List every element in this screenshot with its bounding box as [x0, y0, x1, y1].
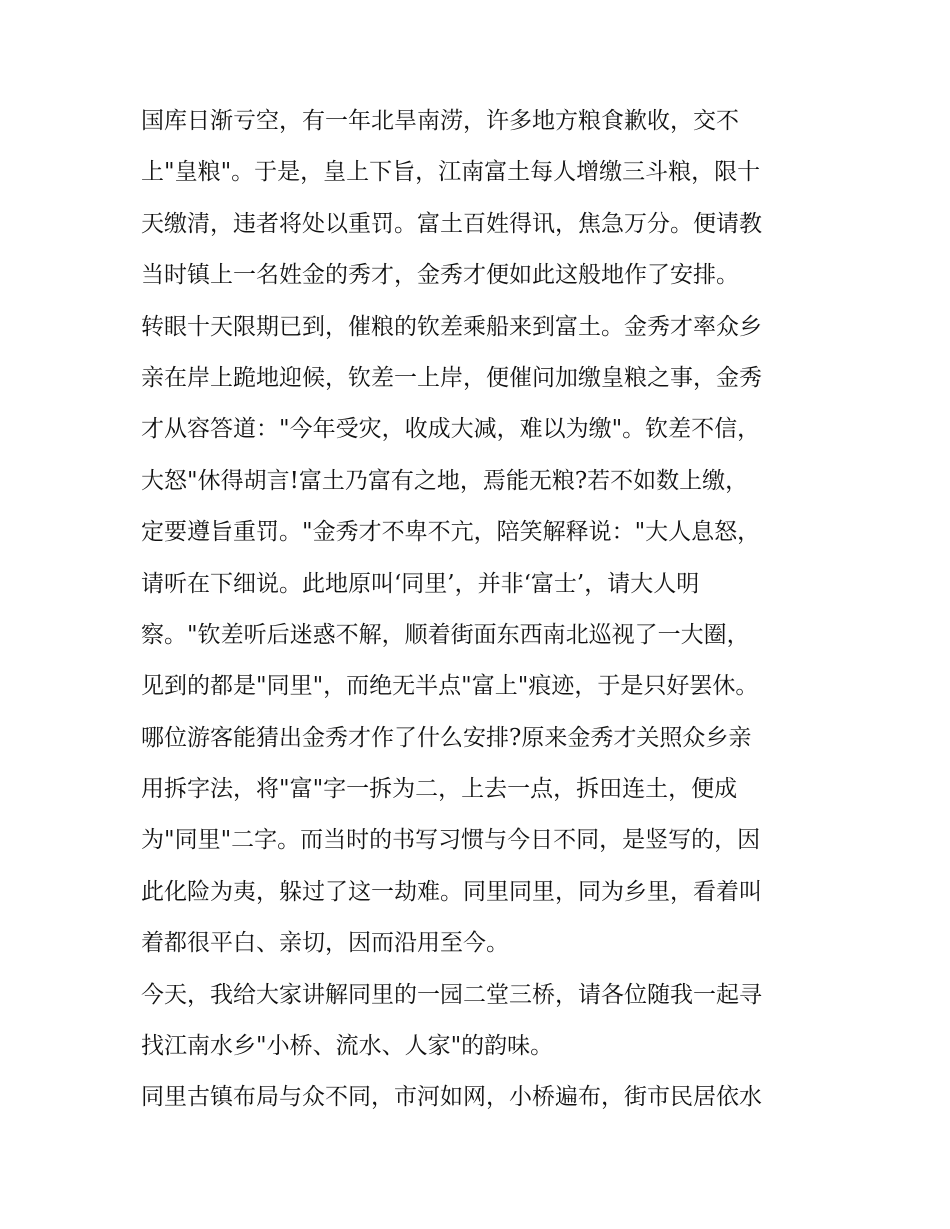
- text-line: 大怒"休得胡言!富土乃富有之地，焉能无粮?若不如数上缴，: [141, 467, 749, 494]
- text-line: 请听在下细说。此地原叫‘同里’，并非‘富士’，请大人明: [141, 570, 700, 597]
- text-line: 哪位游客能猜出金秀才作了什么安排?原来金秀才关照众乡亲: [141, 724, 752, 751]
- text-line: 着都很平白、亲切，因而沿用至今。: [141, 930, 509, 957]
- text-line: 为"同里"二字。而当时的书写习惯与今日不同，是竖写的，因: [141, 827, 761, 854]
- text-line: 同里古镇布局与众不同，市河如网，小桥遍布，街市民居依水: [141, 1084, 762, 1111]
- text-line: 才从容答道："今年受灾，收成大减，难以为缴"。钦差不信，: [141, 416, 761, 443]
- text-line: 上"皇粮"。于是，皇上下旨，江南富土每人增缴三斗粮，限十: [141, 159, 761, 186]
- text-line: 察。"钦差听后迷惑不解，顺着街面东西南北巡视了一大圈，: [141, 621, 750, 648]
- text-line: 见到的都是"同里"，而绝无半点"富上"痕迹，于是只好罢休。: [141, 673, 759, 700]
- text-line: 转眼十天限期已到，催粮的钦差乘船来到富土。金秀才率众乡: [141, 313, 762, 340]
- text-line: 今天，我给大家讲解同里的一园二堂三桥，请各位随我一起寻: [141, 981, 762, 1008]
- text-line: 定要遵旨重罚。"金秀才不卑不亢，陪笑解释说："大人息怒，: [141, 519, 761, 546]
- text-line: 亲在岸上跪地迎候，钦差一上岸，便催问加缴皇粮之事，金秀: [141, 364, 762, 391]
- body-text: [141, 106, 821, 1134]
- text-line: 当时镇上一名姓金的秀才，金秀才便如此这般地作了安排。: [141, 262, 739, 289]
- text-line: 国库日渐亏空，有一年北旱南涝，许多地方粮食歉收，交不: [141, 108, 739, 134]
- text-line: 用拆字法，将"富"字一拆为二，上去一点，拆田连土，便成: [141, 776, 738, 803]
- text-line: 此化险为夷，躲过了这一劫难。同里同里，同为乡里，看着叫: [141, 878, 762, 905]
- text-line: 找江南水乡"小桥、流水、人家"的韵味。: [141, 1033, 554, 1060]
- text-line: 天缴清，违者将处以重罚。富土百姓得讯，焦急万分。便请教: [141, 210, 762, 237]
